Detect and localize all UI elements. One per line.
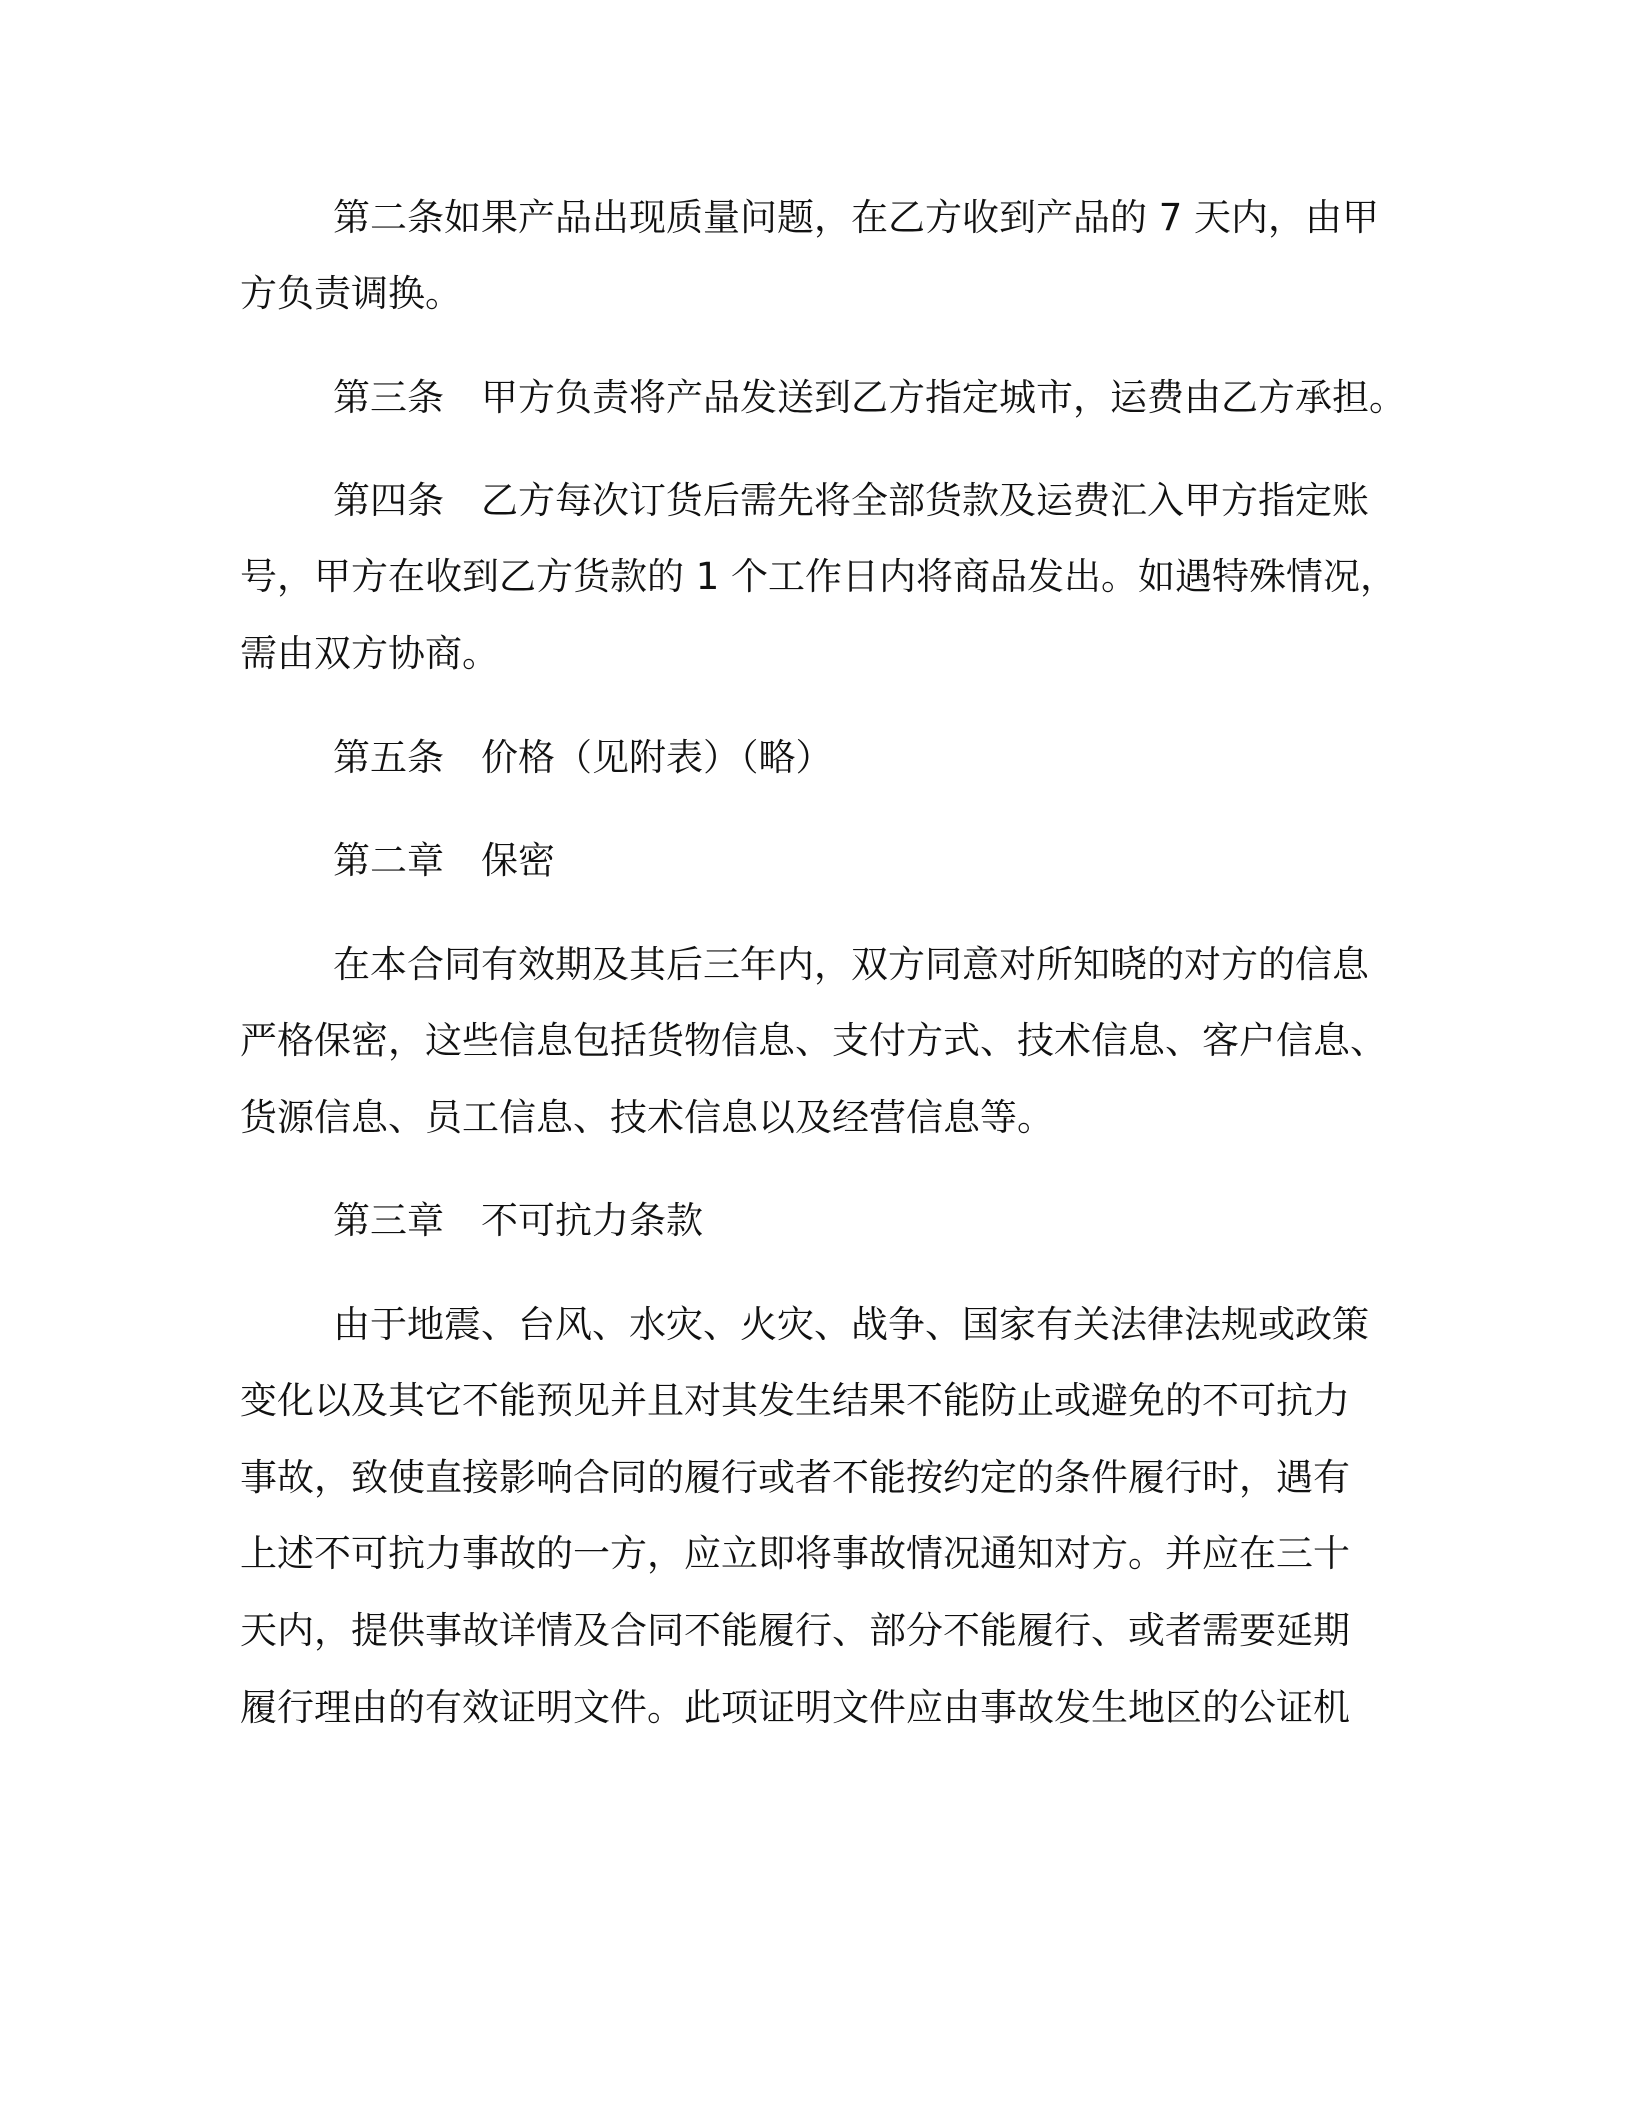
text-line: 变化以及其它不能预见并且对其发生结果不能防止或避免的不可抗力 bbox=[240, 1379, 1350, 1422]
text-line: 第三条 甲方负责将产品发送到乙方指定城市，运费由乙方承担。 bbox=[333, 376, 1406, 419]
text-line: 需由双方协商。 bbox=[240, 632, 499, 675]
text-line: 上述不可抗力事故的一方，应立即将事故情况通知对方。并应在三十 bbox=[240, 1532, 1350, 1575]
text-line: 事故，致使直接影响合同的履行或者不能按约定的条件履行时，遇有 bbox=[240, 1456, 1350, 1499]
text-line: 在本合同有效期及其后三年内，双方同意对所知晓的对方的信息 bbox=[333, 943, 1369, 986]
text-line: 货源信息、员工信息、技术信息以及经营信息等。 bbox=[240, 1096, 1054, 1139]
text-line: 履行理由的有效证明文件。此项证明文件应由事故发生地区的公证机 bbox=[240, 1686, 1350, 1729]
text-line: 第四条 乙方每次订货后需先将全部货款及运费汇入甲方指定账 bbox=[333, 479, 1369, 522]
text-line: 第五条 价格（见附表）（略） bbox=[333, 736, 833, 779]
text-line: 由于地震、台风、水灾、火灾、战争、国家有关法律法规或政策 bbox=[333, 1303, 1369, 1346]
text-line: 第二条如果产品出现质量问题，在乙方收到产品的 7 天内，由甲 bbox=[333, 196, 1380, 239]
text-line: 严格保密，这些信息包括货物信息、支付方式、技术信息、客户信息、 bbox=[240, 1019, 1387, 1062]
text-line: 第三章 不可抗力条款 bbox=[333, 1199, 703, 1242]
text-line: 方负责调换。 bbox=[240, 272, 462, 315]
text-line: 号，甲方在收到乙方货款的 1 个工作日内将商品发出。如遇特殊情况， bbox=[240, 555, 1398, 598]
text-line: 天内，提供事故详情及合同不能履行、部分不能履行、或者需要延期 bbox=[240, 1609, 1350, 1652]
text-line: 第二章 保密 bbox=[333, 839, 555, 882]
